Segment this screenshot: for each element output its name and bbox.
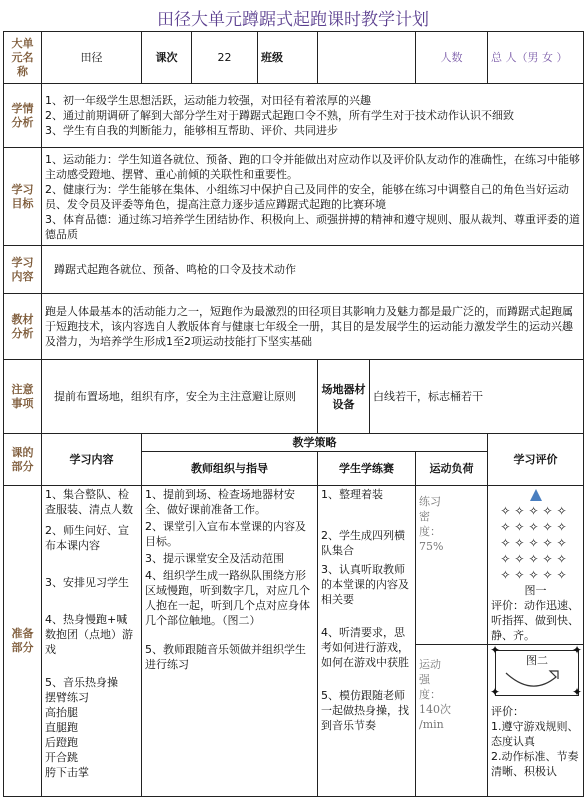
- star-icon: ✦: [490, 685, 501, 699]
- prep-content-line: 1、集合整队、检查服装、清点人数: [45, 488, 133, 516]
- prep-teacher-line: 2、课堂引入宣布本堂课的内容及目标。: [145, 520, 306, 548]
- eval-line: 1.遵守游戏规则、态度认真: [491, 720, 579, 748]
- content-row: [4, 246, 584, 294]
- plan-content-label: 学习内容: [42, 434, 142, 486]
- prep-content-line: 4、热身慢跑+喊数抱团（点地）游戏: [45, 613, 133, 656]
- prep-content-line: 胯下击掌: [45, 766, 89, 779]
- prep-content-line: 5、音乐热身操: [45, 676, 118, 689]
- analysis-line: 3、学生有自我的判断能力，能够相互帮助、评价、共同进步: [45, 124, 338, 137]
- count-label: 人数: [416, 32, 488, 84]
- plan-header-row: [4, 434, 584, 452]
- equipment-label: 场地器材设备: [318, 360, 370, 434]
- eval-fig2-caption: 图二: [526, 654, 548, 667]
- analysis-text: [42, 84, 584, 148]
- material-label: 教材分析: [4, 294, 42, 360]
- eval-line: 评价：: [491, 705, 524, 718]
- prep-content-line: 高抬腿: [45, 706, 78, 719]
- prep-student-line: 4、听清要求，思考如何进行游戏，如何在游戏中获胜: [321, 626, 409, 669]
- lesson-plan-table: [3, 31, 584, 797]
- student-label: 学生学练赛: [318, 452, 416, 486]
- prep-student-line: 5、模仿跟随老师一起做热身操，找到音乐节奏: [321, 689, 409, 732]
- analysis-line: 2、通过前期调研了解到大部分学生对于蹲踞式起跑口令不熟，所有学生对于技术动作认识不细致: [45, 109, 514, 122]
- load-intensity-line: 度：: [419, 688, 441, 701]
- load-intensity-line: 强: [419, 673, 430, 686]
- load-density-line: 密: [419, 510, 430, 523]
- star-icon: ✦: [572, 643, 583, 657]
- load-intensity-line: /min: [419, 718, 444, 731]
- prep-student-line: 1、整理着装: [321, 488, 383, 501]
- goals-label: 学习目标: [4, 148, 42, 246]
- header-row: [4, 32, 584, 84]
- star-formation-icon: ✧✧✧✧✧ ✧✧✧✧✧ ✧✧✧✧✧ ✧✧✧✧✧ ✧✧✧✧✧: [500, 504, 571, 582]
- eval-label: 学习评价: [488, 434, 584, 486]
- page-title: 田径大单元蹲踞式起跑课时教学计划: [157, 10, 429, 30]
- prep-label: 准备部分: [4, 486, 42, 797]
- curved-arrow-icon: [502, 667, 562, 691]
- goals-text: [42, 148, 584, 246]
- load-intensity-line: 运动: [419, 658, 441, 671]
- lesson-label: 课次: [142, 32, 192, 84]
- prep-content-line: 后蹬跑: [45, 736, 78, 749]
- prep-content: [42, 486, 142, 797]
- teacher-label: 教师组织与指导: [142, 452, 318, 486]
- load-intensity-line: 140次: [419, 703, 451, 716]
- prep-student: [318, 486, 416, 797]
- load-label: 运动负荷: [416, 452, 488, 486]
- analysis-line: 1、初一年级学生思想活跃，运动能力较强，对田径有着浓厚的兴趣: [45, 94, 371, 107]
- count-value: 总 人（男 女 ）: [488, 32, 584, 84]
- eval-fig1-text: 评价：动作迅速、听指挥、做到快、静、齐。: [491, 599, 579, 642]
- notes-label: 注意事项: [4, 360, 42, 434]
- goals-line: 2、健康行为：学生能够在集体、小组练习中保护自己及同伴的安全，能够在练习中调整自己的角色当好运动员、发令员及评委等角色，提高注意力逐步适应蹲踞式起跑的比赛环境: [45, 182, 569, 211]
- load-density: [416, 486, 488, 645]
- class-label: 班级: [258, 32, 318, 84]
- figure-two-diagram: [490, 643, 583, 699]
- part-label: 课的部分: [4, 434, 42, 486]
- eval-fig1-caption: 图一: [524, 584, 547, 597]
- prep-teacher: [142, 486, 318, 797]
- prep-teacher-line: 1、提前到场、检查场地器材安全、做好课前准备工作。: [145, 488, 295, 516]
- prep-content-line: 开合跳: [45, 751, 78, 764]
- star-icon: ✦: [572, 685, 583, 699]
- class-value: [318, 32, 416, 84]
- content-text: 蹲踞式起跑各就位、预备、鸣枪的口令及技术动作: [42, 246, 584, 294]
- material-row: [4, 294, 584, 360]
- prep-student-line: 2、学生成四列横队集合: [321, 529, 405, 557]
- eval-fig2-cell: [488, 645, 584, 797]
- goals-line: 1、运动能力：学生知道各就位、预备、跑的口令并能做出对应动作以及评价队友动作的准确性，在练习中能够主动感受蹬地、摆臂、重心前倾的关联性和重要性。: [45, 152, 580, 181]
- notes-row: [4, 360, 584, 434]
- prep-teacher-line: 5、教师跟随音乐领做并组织学生进行练习: [145, 643, 306, 671]
- notes-text: 提前布置场地，组织有序，安全为主注意避让原则: [42, 360, 318, 434]
- prep-teacher-line: 4、组织学生成一路纵队围绕方形区域慢跑，听到数字几，对应几个人抱在一起，听到几个点对应身体几个部位触地。（图二）: [145, 569, 310, 627]
- load-density-line: 练习: [419, 495, 441, 508]
- lesson-value: 22: [192, 32, 258, 84]
- flag-icon: [530, 489, 542, 501]
- material-text: 跑是人体最基本的活动能力之一，短跑作为最激烈的田径项目其影响力及魅力都是最广泛的，而蹲踞式起跑属于短跑技术，该内容选自人教版体育与健康七年级全一册，其目的是发展学生的运动能力激发学生的运动兴趣及潜力，为培养学生形成1至2项运动技能打下坚实基础: [42, 294, 584, 360]
- prep-content-line: 2、师生问好、宣布本课内容: [45, 524, 129, 552]
- equipment-value: 白线若干，标志桶若干: [370, 360, 584, 434]
- analysis-label: 学情分析: [4, 84, 42, 148]
- analysis-row: [4, 84, 584, 148]
- load-intensity: [416, 645, 488, 797]
- content-label: 学习内容: [4, 246, 42, 294]
- load-density-line: 度：: [419, 525, 441, 538]
- star-icon: ✦: [490, 643, 501, 657]
- prep-teacher-line: 3、提示课堂安全及活动范围: [145, 552, 284, 565]
- prep-content-line: 直腿跑: [45, 721, 78, 734]
- prep-content-line: 3、安排见习学生: [45, 576, 129, 589]
- goals-line: 3、体育品德：通过练习培养学生团结协作、积极向上、顽强拼搏的精神和遵守规则、服从裁判、尊重评委的道德品质: [45, 212, 580, 241]
- load-density-line: 75%: [419, 540, 444, 553]
- goals-row: [4, 148, 584, 246]
- eval-line: 2.动作标准、节奏清晰、积极认: [491, 750, 579, 778]
- strategy-label: 教学策略: [142, 434, 488, 452]
- prep-content-line: 摆臂练习: [45, 691, 89, 704]
- unit-label: 大单元名称: [4, 32, 42, 84]
- unit-value: 田径: [42, 32, 142, 84]
- prep-student-line: 3、认真听取教师的本堂课的内容及相关要: [321, 563, 409, 606]
- prep-row-top: [4, 486, 584, 645]
- eval-fig1-cell: [488, 486, 584, 645]
